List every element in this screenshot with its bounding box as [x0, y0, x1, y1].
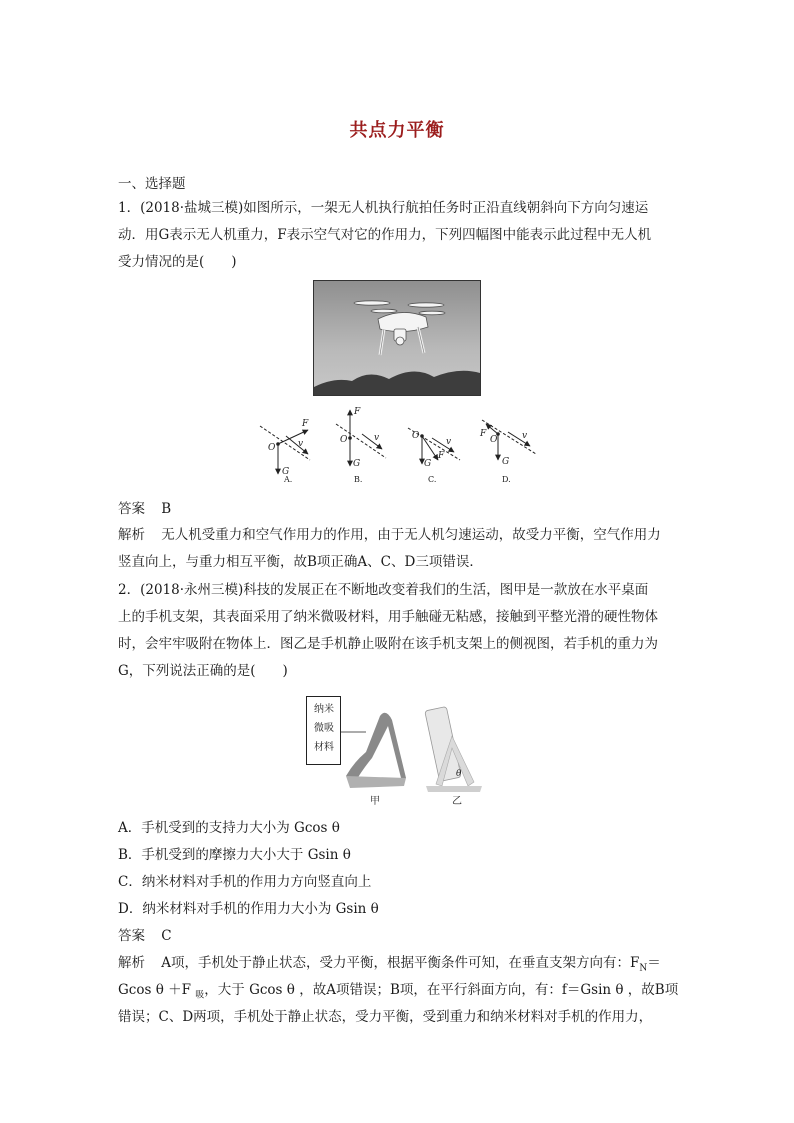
- box-text-3: 材料: [314, 742, 334, 753]
- caption-yi: 乙: [452, 796, 462, 807]
- q2-analysis-line-2: [118, 978, 678, 1001]
- label-v-d: v: [522, 431, 528, 441]
- label-o-b: O: [340, 435, 348, 445]
- answer-value: B: [161, 501, 172, 517]
- q2-analysis-line-1: [118, 951, 661, 974]
- theta-label: θ: [456, 769, 462, 779]
- answer-label: 答案: [118, 501, 145, 517]
- question-2-line-3: 时，会牢牢吸附在物体上．图乙是手机静止吸附在该手机支架上的侧视图，若手机的重力为: [118, 636, 658, 652]
- force-diagrams: [258, 404, 548, 484]
- option-label-b: B.: [354, 475, 363, 484]
- label-f-c: F: [438, 451, 445, 461]
- caption-jia: 甲: [370, 796, 380, 807]
- equals-sign: ＝: [647, 955, 661, 971]
- option-c: C．纳米材料对手机的作用力方向竖直向上: [118, 874, 372, 890]
- analysis-label: 解析: [118, 955, 145, 971]
- option-d: D．纳米材料对手机的作用力大小为 Gsin θ: [118, 901, 379, 917]
- q2-answer: [118, 924, 172, 944]
- option-label-d: D.: [502, 475, 511, 484]
- analysis-text: A项，手机处于静止状态，受力平衡，根据平衡条件可知，在垂直支架方向有：F: [161, 955, 640, 971]
- label-v-b: v: [374, 433, 380, 443]
- analysis-text: 无人机受重力和空气作用力的作用，由于无人机匀速运动，故受力平衡，空气作用力: [161, 527, 661, 543]
- analysis-label: 解析: [118, 527, 145, 543]
- answer-label: 答案: [118, 928, 145, 944]
- drone-photo: [313, 280, 481, 396]
- label-f-b: F: [354, 407, 361, 417]
- question-1-line-3: 受力情况的是( ): [118, 254, 237, 270]
- label-f-d: F: [480, 429, 487, 439]
- label-g-a: G: [282, 467, 290, 477]
- answer-value: C: [161, 928, 172, 944]
- box-text-2: 微吸: [314, 723, 334, 734]
- label-g-c: G: [424, 459, 432, 469]
- q1-analysis-line-2: 竖直向上，与重力相互平衡，故B项正确A、C、D三项错误．: [118, 554, 483, 570]
- label-f-a: F: [302, 419, 309, 429]
- label-v-c: v: [446, 437, 452, 447]
- subscript-xi: 吸: [195, 990, 205, 1001]
- subscript-n: N: [639, 963, 648, 974]
- label-o-c: O: [412, 431, 420, 441]
- question-2-line-2: 上的手机支架，其表面采用了纳米微吸材料，用手触碰无粘感，接触到平整光滑的硬性物体: [118, 609, 658, 625]
- question-2-line-1: 2．(2018·永州三模)科技的发展正在不断地改变着我们的生活，图甲是一款放在水平桌面: [118, 582, 649, 598]
- label-g-d: G: [502, 457, 510, 467]
- label-o-a: O: [268, 443, 276, 453]
- q1-answer: [118, 497, 171, 517]
- option-label-a: A.: [284, 475, 293, 484]
- option-label-c: C.: [428, 475, 437, 484]
- question-1-line-1: 1．(2018·盐城三模)如图所示，一架无人机执行航拍任务时正沿直线朝斜向下方向匀速运: [118, 200, 649, 216]
- section-heading: 一、选择题: [118, 176, 186, 192]
- page-title: 共点力平衡: [349, 120, 445, 141]
- q2-analysis-line-3: 错误；C、D两项，手机处于静止状态，受力平衡，受到重力和纳米材料对手机的作用力，: [118, 1009, 653, 1025]
- label-o-d: O: [490, 435, 498, 445]
- phone-stand-figure: [306, 692, 506, 810]
- option-a: A．手机受到的支持力大小为 Gcos θ: [118, 820, 340, 836]
- q1-analysis-line-1: [118, 523, 661, 543]
- label-v-a: v: [298, 439, 304, 449]
- analysis-text-2a: Gcos θ ＋F: [118, 982, 196, 998]
- box-text-1: 纳米: [314, 704, 334, 715]
- option-b: B．手机受到的摩擦力大小大于 Gsin θ: [118, 847, 351, 863]
- question-1-line-2: 动．用G表示无人机重力，F表示空气对它的作用力，下列四幅图中能表示此过程中无人机: [118, 227, 652, 243]
- question-2-line-4: G，下列说法正确的是( ): [118, 663, 288, 679]
- analysis-text-2b: ，大于 Gcos θ ，故A项错误；B项，在平行斜面方向，有：f＝Gsin θ ，故B项: [204, 982, 679, 998]
- label-g-b: G: [353, 459, 361, 469]
